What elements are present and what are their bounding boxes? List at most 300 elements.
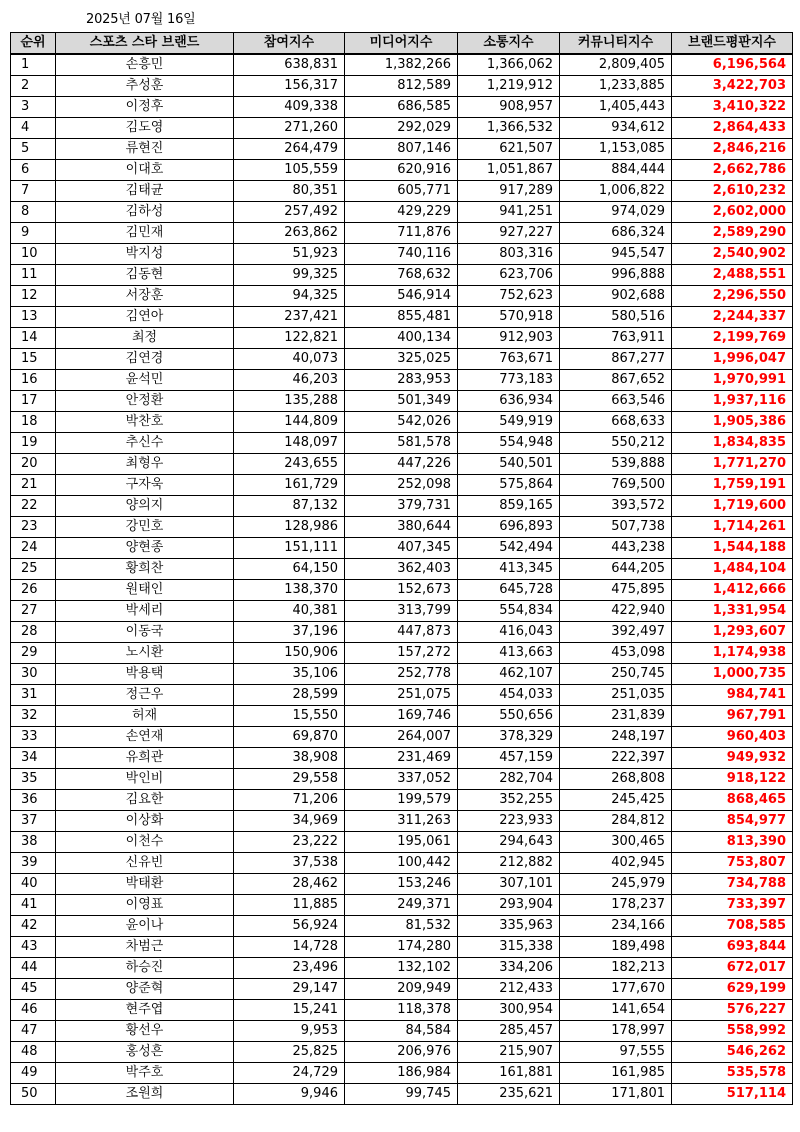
brand-reputation-index-cell: 2,540,902	[672, 244, 793, 265]
participation-index-cell: 69,870	[234, 727, 345, 748]
brand-reputation-index-cell: 576,227	[672, 1000, 793, 1021]
communication-index-cell: 212,882	[458, 853, 560, 874]
brand-reputation-index-cell: 629,199	[672, 979, 793, 1000]
rank-cell: 30	[11, 664, 56, 685]
media-index-cell: 209,949	[345, 979, 458, 1000]
communication-index-cell: 570,918	[458, 307, 560, 328]
community-index-cell: 97,555	[560, 1042, 672, 1063]
media-index-cell: 812,589	[345, 76, 458, 97]
brand-reputation-index-cell: 2,296,550	[672, 286, 793, 307]
participation-index-cell: 144,809	[234, 412, 345, 433]
star-name-cell: 이영표	[56, 895, 234, 916]
participation-index-cell: 34,969	[234, 811, 345, 832]
star-name-cell: 차범근	[56, 937, 234, 958]
table-row	[11, 979, 793, 1000]
table-row	[11, 412, 793, 433]
table-header-row	[11, 33, 793, 55]
community-index-cell: 945,547	[560, 244, 672, 265]
media-index-cell: 251,075	[345, 685, 458, 706]
rank-cell: 2	[11, 76, 56, 97]
star-name-cell: 최형우	[56, 454, 234, 475]
communication-index-cell: 941,251	[458, 202, 560, 223]
star-name-cell: 노시환	[56, 643, 234, 664]
star-name-cell: 김민재	[56, 223, 234, 244]
communication-index-cell: 282,704	[458, 769, 560, 790]
communication-index-cell: 696,893	[458, 517, 560, 538]
community-index-cell: 443,238	[560, 538, 672, 559]
brand-reputation-index-cell: 734,788	[672, 874, 793, 895]
participation-index-cell: 38,908	[234, 748, 345, 769]
table-row	[11, 349, 793, 370]
rank-cell: 11	[11, 265, 56, 286]
brand-reputation-index-cell: 1,970,991	[672, 370, 793, 391]
communication-index-cell: 1,219,912	[458, 76, 560, 97]
communication-index-cell: 575,864	[458, 475, 560, 496]
table-row	[11, 769, 793, 790]
table-row	[11, 1042, 793, 1063]
star-name-cell: 손연재	[56, 727, 234, 748]
media-index-cell: 199,579	[345, 790, 458, 811]
communication-index-cell: 454,033	[458, 685, 560, 706]
community-index-cell: 974,029	[560, 202, 672, 223]
brand-reputation-index-cell: 2,602,000	[672, 202, 793, 223]
participation-index-cell: 128,986	[234, 517, 345, 538]
participation-index-cell: 40,073	[234, 349, 345, 370]
community-index-cell: 251,035	[560, 685, 672, 706]
community-index-cell: 182,213	[560, 958, 672, 979]
table-row	[11, 454, 793, 475]
star-name-cell: 황희찬	[56, 559, 234, 580]
table-row	[11, 685, 793, 706]
rank-cell: 24	[11, 538, 56, 559]
table-row	[11, 181, 793, 202]
rank-cell: 35	[11, 769, 56, 790]
participation-index-cell: 150,906	[234, 643, 345, 664]
participation-index-cell: 35,106	[234, 664, 345, 685]
star-name-cell: 황선우	[56, 1021, 234, 1042]
table-row	[11, 370, 793, 391]
rank-cell: 48	[11, 1042, 56, 1063]
communication-index-cell: 212,433	[458, 979, 560, 1000]
media-index-cell: 169,746	[345, 706, 458, 727]
star-name-cell: 안정환	[56, 391, 234, 412]
media-index-cell: 380,644	[345, 517, 458, 538]
community-index-cell: 231,839	[560, 706, 672, 727]
communication-index-cell: 859,165	[458, 496, 560, 517]
participation-index-cell: 29,147	[234, 979, 345, 1000]
participation-index-cell: 28,599	[234, 685, 345, 706]
participation-index-cell: 148,097	[234, 433, 345, 454]
communication-index-cell: 621,507	[458, 139, 560, 160]
brand-reputation-index-cell: 753,807	[672, 853, 793, 874]
media-index-cell: 768,632	[345, 265, 458, 286]
brand-reputation-index-cell: 517,114	[672, 1084, 793, 1105]
participation-index-cell: 24,729	[234, 1063, 345, 1084]
table-row	[11, 160, 793, 181]
participation-index-cell: 25,825	[234, 1042, 345, 1063]
community-index-cell: 580,516	[560, 307, 672, 328]
rank-cell: 17	[11, 391, 56, 412]
col-header-star-brand: 스포츠 스타 브랜드	[56, 33, 234, 55]
media-index-cell: 362,403	[345, 559, 458, 580]
brand-reputation-index-cell: 2,589,290	[672, 223, 793, 244]
star-name-cell: 홍성흔	[56, 1042, 234, 1063]
media-index-cell: 711,876	[345, 223, 458, 244]
table-row	[11, 328, 793, 349]
brand-reputation-index-cell: 2,610,232	[672, 181, 793, 202]
star-name-cell: 박용택	[56, 664, 234, 685]
rank-cell: 25	[11, 559, 56, 580]
rank-cell: 29	[11, 643, 56, 664]
brand-reputation-index-cell: 2,864,433	[672, 118, 793, 139]
rank-cell: 28	[11, 622, 56, 643]
community-index-cell: 1,405,443	[560, 97, 672, 118]
brand-reputation-index-cell: 3,422,703	[672, 76, 793, 97]
participation-index-cell: 64,150	[234, 559, 345, 580]
community-index-cell: 422,940	[560, 601, 672, 622]
media-index-cell: 252,778	[345, 664, 458, 685]
media-index-cell: 132,102	[345, 958, 458, 979]
media-index-cell: 231,469	[345, 748, 458, 769]
rank-cell: 34	[11, 748, 56, 769]
star-name-cell: 허재	[56, 706, 234, 727]
participation-index-cell: 271,260	[234, 118, 345, 139]
media-index-cell: 283,953	[345, 370, 458, 391]
communication-index-cell: 550,656	[458, 706, 560, 727]
communication-index-cell: 927,227	[458, 223, 560, 244]
participation-index-cell: 46,203	[234, 370, 345, 391]
brand-reputation-index-cell: 854,977	[672, 811, 793, 832]
community-index-cell: 902,688	[560, 286, 672, 307]
star-name-cell: 박세리	[56, 601, 234, 622]
table-row	[11, 727, 793, 748]
rank-cell: 9	[11, 223, 56, 244]
brand-reputation-index-cell: 1,331,954	[672, 601, 793, 622]
media-index-cell: 157,272	[345, 643, 458, 664]
community-index-cell: 507,738	[560, 517, 672, 538]
star-name-cell: 윤석민	[56, 370, 234, 391]
communication-index-cell: 623,706	[458, 265, 560, 286]
table-row	[11, 54, 793, 76]
community-index-cell: 248,197	[560, 727, 672, 748]
participation-index-cell: 23,222	[234, 832, 345, 853]
communication-index-cell: 462,107	[458, 664, 560, 685]
brand-reputation-index-cell: 984,741	[672, 685, 793, 706]
community-index-cell: 245,979	[560, 874, 672, 895]
brand-reputation-index-cell: 1,834,835	[672, 433, 793, 454]
brand-reputation-index-cell: 6,196,564	[672, 54, 793, 76]
rank-cell: 27	[11, 601, 56, 622]
table-row	[11, 706, 793, 727]
participation-index-cell: 9,953	[234, 1021, 345, 1042]
community-index-cell: 769,500	[560, 475, 672, 496]
table-row	[11, 1000, 793, 1021]
media-index-cell: 620,916	[345, 160, 458, 181]
community-index-cell: 161,985	[560, 1063, 672, 1084]
star-name-cell: 류현진	[56, 139, 234, 160]
brand-reputation-index-cell: 1,544,188	[672, 538, 793, 559]
col-header-media-index: 미디어지수	[345, 33, 458, 55]
rank-cell: 41	[11, 895, 56, 916]
brand-reputation-index-cell: 3,410,322	[672, 97, 793, 118]
rank-cell: 4	[11, 118, 56, 139]
media-index-cell: 186,984	[345, 1063, 458, 1084]
participation-index-cell: 37,538	[234, 853, 345, 874]
table-row	[11, 496, 793, 517]
media-index-cell: 379,731	[345, 496, 458, 517]
table-body	[11, 54, 793, 1105]
table-row	[11, 580, 793, 601]
rank-cell: 3	[11, 97, 56, 118]
community-index-cell: 141,654	[560, 1000, 672, 1021]
communication-index-cell: 215,907	[458, 1042, 560, 1063]
table-row	[11, 97, 793, 118]
participation-index-cell: 638,831	[234, 54, 345, 76]
table-row	[11, 1063, 793, 1084]
community-index-cell: 222,397	[560, 748, 672, 769]
media-index-cell: 195,061	[345, 832, 458, 853]
table-row	[11, 118, 793, 139]
media-index-cell: 337,052	[345, 769, 458, 790]
participation-index-cell: 56,924	[234, 916, 345, 937]
media-index-cell: 252,098	[345, 475, 458, 496]
community-index-cell: 189,498	[560, 937, 672, 958]
table-row	[11, 748, 793, 769]
participation-index-cell: 71,206	[234, 790, 345, 811]
brand-reputation-index-cell: 1,714,261	[672, 517, 793, 538]
star-name-cell: 박지성	[56, 244, 234, 265]
communication-index-cell: 335,963	[458, 916, 560, 937]
brand-reputation-index-cell: 1,412,666	[672, 580, 793, 601]
participation-index-cell: 122,821	[234, 328, 345, 349]
media-index-cell: 264,007	[345, 727, 458, 748]
communication-index-cell: 457,159	[458, 748, 560, 769]
brand-reputation-index-cell: 708,585	[672, 916, 793, 937]
community-index-cell: 867,652	[560, 370, 672, 391]
communication-index-cell: 912,903	[458, 328, 560, 349]
table-row	[11, 475, 793, 496]
community-index-cell: 177,670	[560, 979, 672, 1000]
communication-index-cell: 378,329	[458, 727, 560, 748]
media-index-cell: 325,025	[345, 349, 458, 370]
star-name-cell: 김요한	[56, 790, 234, 811]
communication-index-cell: 1,366,062	[458, 54, 560, 76]
participation-index-cell: 80,351	[234, 181, 345, 202]
participation-index-cell: 237,421	[234, 307, 345, 328]
table-row	[11, 832, 793, 853]
community-index-cell: 284,812	[560, 811, 672, 832]
communication-index-cell: 1,051,867	[458, 160, 560, 181]
media-index-cell: 855,481	[345, 307, 458, 328]
communication-index-cell: 413,663	[458, 643, 560, 664]
star-name-cell: 신유빈	[56, 853, 234, 874]
brand-reputation-index-cell: 1,937,116	[672, 391, 793, 412]
community-index-cell: 663,546	[560, 391, 672, 412]
rank-cell: 20	[11, 454, 56, 475]
brand-reputation-index-cell: 918,122	[672, 769, 793, 790]
table-row	[11, 202, 793, 223]
communication-index-cell: 908,957	[458, 97, 560, 118]
table-row	[11, 937, 793, 958]
table-row	[11, 643, 793, 664]
community-index-cell: 686,324	[560, 223, 672, 244]
star-name-cell: 이상화	[56, 811, 234, 832]
community-index-cell: 245,425	[560, 790, 672, 811]
table-row	[11, 958, 793, 979]
media-index-cell: 1,382,266	[345, 54, 458, 76]
rank-cell: 12	[11, 286, 56, 307]
rank-cell: 26	[11, 580, 56, 601]
table-row	[11, 1084, 793, 1105]
table-row	[11, 307, 793, 328]
star-name-cell: 박인비	[56, 769, 234, 790]
star-name-cell: 박주호	[56, 1063, 234, 1084]
participation-index-cell: 87,132	[234, 496, 345, 517]
brand-reputation-index-cell: 535,578	[672, 1063, 793, 1084]
brand-reputation-index-cell: 1,905,386	[672, 412, 793, 433]
table-row	[11, 790, 793, 811]
community-index-cell: 250,745	[560, 664, 672, 685]
brand-reputation-index-cell: 733,397	[672, 895, 793, 916]
media-index-cell: 311,263	[345, 811, 458, 832]
participation-index-cell: 99,325	[234, 265, 345, 286]
table-row	[11, 559, 793, 580]
participation-index-cell: 151,111	[234, 538, 345, 559]
communication-index-cell: 645,728	[458, 580, 560, 601]
table-row	[11, 433, 793, 454]
rank-cell: 36	[11, 790, 56, 811]
participation-index-cell: 51,923	[234, 244, 345, 265]
brand-reputation-index-cell: 2,488,551	[672, 265, 793, 286]
community-index-cell: 668,633	[560, 412, 672, 433]
star-name-cell: 이천수	[56, 832, 234, 853]
rank-cell: 13	[11, 307, 56, 328]
participation-index-cell: 105,559	[234, 160, 345, 181]
rank-cell: 7	[11, 181, 56, 202]
brand-reputation-index-cell: 2,199,769	[672, 328, 793, 349]
media-index-cell: 429,229	[345, 202, 458, 223]
participation-index-cell: 28,462	[234, 874, 345, 895]
star-name-cell: 최정	[56, 328, 234, 349]
rank-cell: 10	[11, 244, 56, 265]
brand-reputation-index-cell: 1,759,191	[672, 475, 793, 496]
table-row	[11, 391, 793, 412]
star-name-cell: 김연아	[56, 307, 234, 328]
community-index-cell: 1,006,822	[560, 181, 672, 202]
col-header-brand-reputation-index: 브랜드평판지수	[672, 33, 793, 55]
media-index-cell: 206,976	[345, 1042, 458, 1063]
community-index-cell: 884,444	[560, 160, 672, 181]
media-index-cell: 400,134	[345, 328, 458, 349]
brand-reputation-index-cell: 1,484,104	[672, 559, 793, 580]
participation-index-cell: 37,196	[234, 622, 345, 643]
communication-index-cell: 542,494	[458, 538, 560, 559]
col-header-participation-index: 참여지수	[234, 33, 345, 55]
star-name-cell: 추신수	[56, 433, 234, 454]
table-row	[11, 265, 793, 286]
rank-cell: 49	[11, 1063, 56, 1084]
participation-index-cell: 409,338	[234, 97, 345, 118]
media-index-cell: 581,578	[345, 433, 458, 454]
participation-index-cell: 15,550	[234, 706, 345, 727]
brand-reputation-index-cell: 813,390	[672, 832, 793, 853]
star-name-cell: 양준혁	[56, 979, 234, 1000]
brand-reputation-index-cell: 693,844	[672, 937, 793, 958]
rank-cell: 8	[11, 202, 56, 223]
community-index-cell: 178,237	[560, 895, 672, 916]
brand-reputation-index-cell: 2,244,337	[672, 307, 793, 328]
community-index-cell: 475,895	[560, 580, 672, 601]
col-header-rank: 순위	[11, 33, 56, 55]
brand-reputation-index-cell: 960,403	[672, 727, 793, 748]
communication-index-cell: 413,345	[458, 559, 560, 580]
brand-reputation-index-cell: 1,996,047	[672, 349, 793, 370]
participation-index-cell: 156,317	[234, 76, 345, 97]
table-row	[11, 244, 793, 265]
rank-cell: 43	[11, 937, 56, 958]
star-name-cell: 추성훈	[56, 76, 234, 97]
communication-index-cell: 416,043	[458, 622, 560, 643]
report-date: 2025년 07월 16일	[86, 12, 196, 27]
community-index-cell: 867,277	[560, 349, 672, 370]
media-index-cell: 249,371	[345, 895, 458, 916]
communication-index-cell: 554,948	[458, 433, 560, 454]
media-index-cell: 292,029	[345, 118, 458, 139]
participation-index-cell: 23,496	[234, 958, 345, 979]
rank-cell: 18	[11, 412, 56, 433]
communication-index-cell: 763,671	[458, 349, 560, 370]
brand-reputation-index-cell: 1,293,607	[672, 622, 793, 643]
communication-index-cell: 540,501	[458, 454, 560, 475]
star-name-cell: 조원희	[56, 1084, 234, 1105]
rank-cell: 40	[11, 874, 56, 895]
table-row	[11, 622, 793, 643]
participation-index-cell: 263,862	[234, 223, 345, 244]
brand-reputation-index-cell: 1,771,270	[672, 454, 793, 475]
table-row	[11, 853, 793, 874]
star-name-cell: 구자욱	[56, 475, 234, 496]
community-index-cell: 1,233,885	[560, 76, 672, 97]
media-index-cell: 447,226	[345, 454, 458, 475]
participation-index-cell: 15,241	[234, 1000, 345, 1021]
media-index-cell: 174,280	[345, 937, 458, 958]
community-index-cell: 393,572	[560, 496, 672, 517]
star-name-cell: 박태환	[56, 874, 234, 895]
media-index-cell: 407,345	[345, 538, 458, 559]
community-index-cell: 171,801	[560, 1084, 672, 1105]
table-row	[11, 874, 793, 895]
star-name-cell: 김연경	[56, 349, 234, 370]
participation-index-cell: 135,288	[234, 391, 345, 412]
community-index-cell: 234,166	[560, 916, 672, 937]
table-row	[11, 895, 793, 916]
participation-index-cell: 257,492	[234, 202, 345, 223]
communication-index-cell: 161,881	[458, 1063, 560, 1084]
star-name-cell: 김하성	[56, 202, 234, 223]
rank-cell: 5	[11, 139, 56, 160]
table-row	[11, 601, 793, 622]
rank-cell: 44	[11, 958, 56, 979]
rank-cell: 45	[11, 979, 56, 1000]
star-name-cell: 원태인	[56, 580, 234, 601]
brand-reputation-index-cell: 2,846,216	[672, 139, 793, 160]
communication-index-cell: 307,101	[458, 874, 560, 895]
brand-reputation-index-cell: 967,791	[672, 706, 793, 727]
star-name-cell: 박찬호	[56, 412, 234, 433]
brand-reputation-index-cell: 672,017	[672, 958, 793, 979]
participation-index-cell: 264,479	[234, 139, 345, 160]
communication-index-cell: 773,183	[458, 370, 560, 391]
